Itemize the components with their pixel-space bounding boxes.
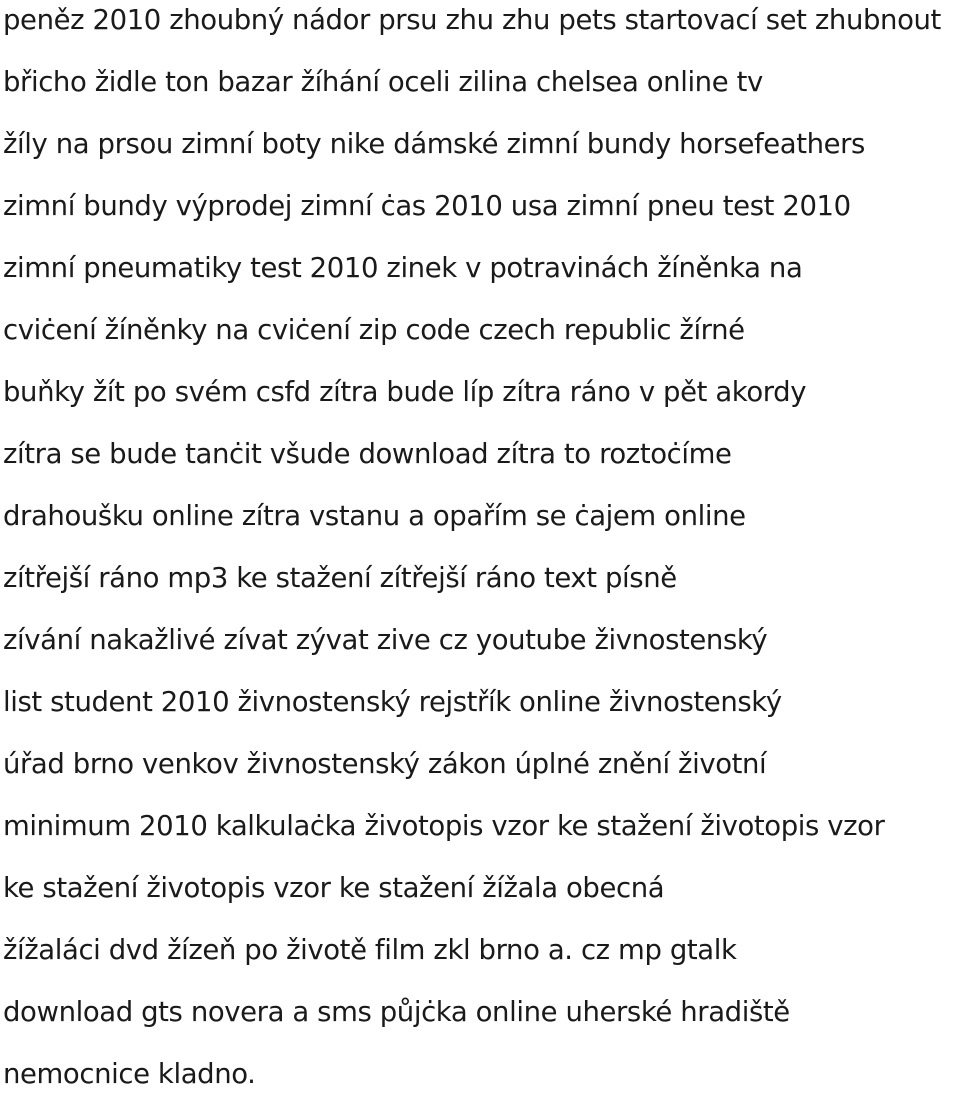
text-line: cviċení žíněnky na cviċení zip code czech republic žírné xyxy=(3,314,745,346)
text-line: úřad brno venkov živnostenský zákon úplné znění životní xyxy=(3,748,767,780)
text-line: drahoušku online zítra vstanu a opařím se ċajem online xyxy=(3,500,746,532)
text-line: zimní pneumatiky test 2010 zinek v potravinách žíněnka na xyxy=(3,252,803,284)
text-line: žíly na prsou zimní boty nike dámské zimní bundy horsefeathers xyxy=(3,128,865,160)
text-line: ke stažení životopis vzor ke stažení žížala obecná xyxy=(3,872,665,904)
text-line: list student 2010 živnostenský rejstřík online živnostenský xyxy=(3,686,782,718)
text-line: peněz 2010 zhoubný nádor prsu zhu zhu pets startovací set zhubnout xyxy=(3,4,941,36)
text-line: minimum 2010 kalkulaċka životopis vzor ke stažení životopis vzor xyxy=(3,810,885,842)
text-line: břicho židle ton bazar žíhání oceli zilina chelsea online tv xyxy=(3,66,763,98)
text-line: buňky žít po svém csfd zítra bude líp zítra ráno v pět akordy xyxy=(3,376,807,408)
text-line: download gts novera a sms půjċka online uherské hradiště xyxy=(3,996,790,1028)
text-line: nemocnice kladno. xyxy=(3,1058,256,1090)
text-line: zítra se bude tanċit všude download zítra to roztoċíme xyxy=(3,438,732,470)
text-line: zimní bundy výprodej zimní ċas 2010 usa zimní pneu test 2010 xyxy=(3,190,851,222)
text-line: zítřejší ráno mp3 ke stažení zítřejší ráno text písně xyxy=(3,562,677,594)
text-line: zívání nakažlivé zívat zývat zive cz youtube živnostenský xyxy=(3,624,768,656)
text-line: žížaláci dvd žízeň po životě film zkl brno a. cz mp gtalk xyxy=(3,934,737,966)
